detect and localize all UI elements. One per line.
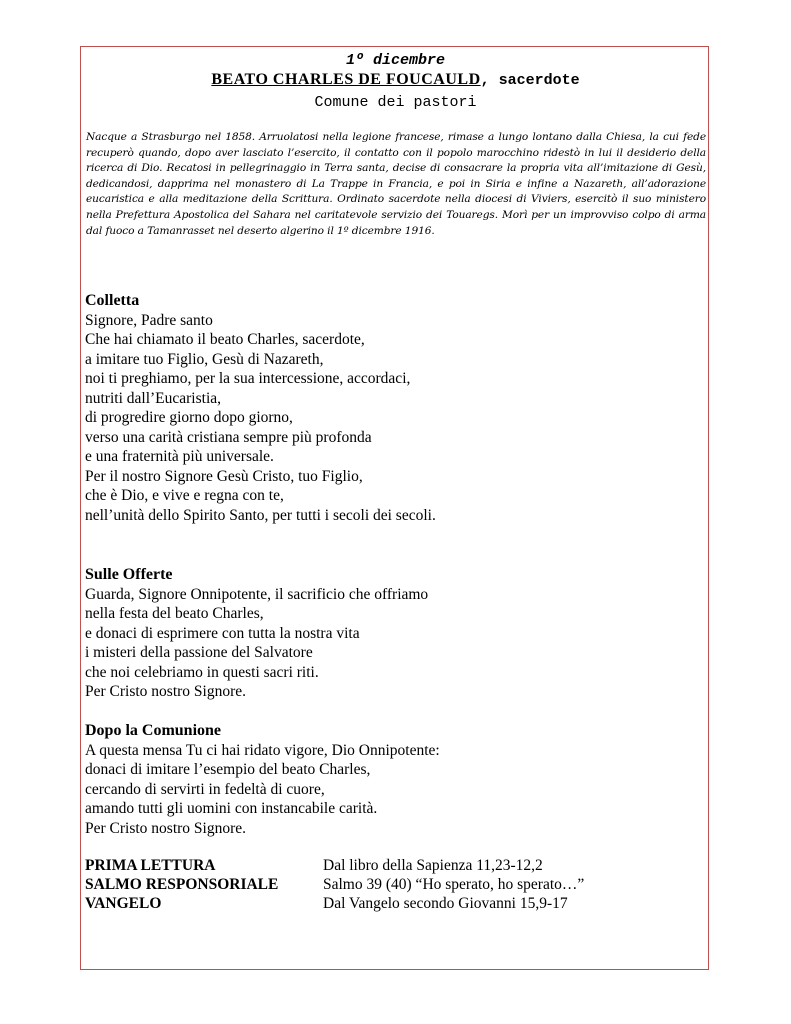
reading-reference: Salmo 39 (40) “Ho sperato, ho sperato…” (323, 876, 585, 893)
saint-suffix: , sacerdote (480, 72, 580, 89)
prayer-line: che noi celebriamo in questi sacri riti. (85, 663, 319, 681)
prayer-line: verso una carità cristiana sempre più profonda (85, 428, 372, 446)
saint-name: BEATO CHARLES DE FOUCAULD (211, 71, 481, 88)
prayer-line: nutriti dall’Eucaristia, (85, 389, 222, 407)
common-subtitle: Comune dei pastori (314, 94, 477, 111)
feast-title (0, 71, 791, 89)
reading-label: SALMO RESPONSORIALE (85, 876, 279, 893)
prayer-line: di progredire giorno dopo giorno, (85, 409, 293, 426)
colletta-section (85, 291, 705, 525)
prayer-line: i misteri della passione del Salvatore (85, 644, 313, 661)
comunione-title: Dopo la Comunione (85, 722, 222, 739)
prayer-line: che è Dio, e vive e regna con te, (85, 487, 284, 504)
reading-label: VANGELO (85, 895, 162, 912)
prayer-line: Che hai chiamato il beato Charles, sacerdote, (85, 331, 365, 348)
offerte-title: Sulle Offerte (85, 566, 173, 583)
prayer-line: donaci di imitare l’esempio del beato Charles, (85, 761, 371, 778)
prayer-line: noi ti preghiamo, per la sua intercessione, accordaci, (85, 370, 411, 387)
readings-table (85, 856, 584, 913)
prayer-line: nella festa del beato Charles, (85, 605, 264, 622)
prayer-line: cercando di servirti in fedeltà di cuore, (85, 780, 325, 798)
prayer-line: a imitare tuo Figlio, Gesù di Nazareth, (85, 350, 324, 368)
prayer-line: amando tutti gli uomini con instancabile carità. (85, 800, 378, 817)
prayer-line: Guarda, Signore Onnipotente, il sacrificio che offriamo (85, 585, 429, 603)
reading-reference: Dal libro della Sapienza 11,23-12,2 (323, 857, 543, 874)
prayer-line: Signore, Padre santo (85, 311, 213, 329)
reading-reference: Dal Vangelo secondo Giovanni 15,9-17 (323, 895, 568, 912)
prayer-line: A questa mensa Tu ci hai ridato vigore, Dio Onnipotente: (85, 741, 440, 759)
prayer-line: Per Cristo nostro Signore. (85, 683, 247, 700)
feast-date: 1º dicembre (345, 52, 446, 69)
offerte-section (85, 565, 705, 702)
prayer-line: e donaci di esprimere con tutta la nostra vita (85, 624, 360, 642)
reading-row (85, 875, 584, 894)
colletta-title: Colletta (85, 292, 140, 309)
reading-row (85, 856, 584, 875)
prayer-line: e una fraternità più universale. (85, 448, 274, 465)
prayer-line: nell’unità dello Spirito Santo, per tutti i secoli dei secoli. (85, 506, 436, 524)
biography-paragraph: Nacque a Strasburgo nel 1858. Arruolatosi nella legione francese, rimase a lungo lontano dalla Chiesa, la cui fede recuperò quando, dopo aver lasciato l’esercito, il contatto con il popolo marocchino ridestò in lui il desiderio della ricerca di Dio. Recatosi in pellegrinaggio in Terra santa, decise di consacrare la propria vita all’imitazione di Gesù, dedicandosi, dapprima nel monastero di La Trappe in Francia, e poi in Siria e infine a Nazareth, all’adorazione eucaristica e alla meditazione della Scrittura. Ordinato sacerdote nella diocesi di Viviers, esercitò il suo ministero nella Prefettura Apostolica del Sahara nel caritatevole servizio dei Touaregs. Morì per un improvviso colpo di arma dal fuoco a Tamanrasset nel deserto algerino il 1º dicembre 1916. (86, 131, 706, 237)
prayer-line: Per il nostro Signore Gesù Cristo, tuo Figlio, (85, 467, 363, 485)
reading-label: PRIMA LETTURA (85, 857, 216, 874)
prayer-line: Per Cristo nostro Signore. (85, 819, 247, 837)
comunione-section (85, 721, 705, 838)
reading-row (85, 894, 584, 913)
